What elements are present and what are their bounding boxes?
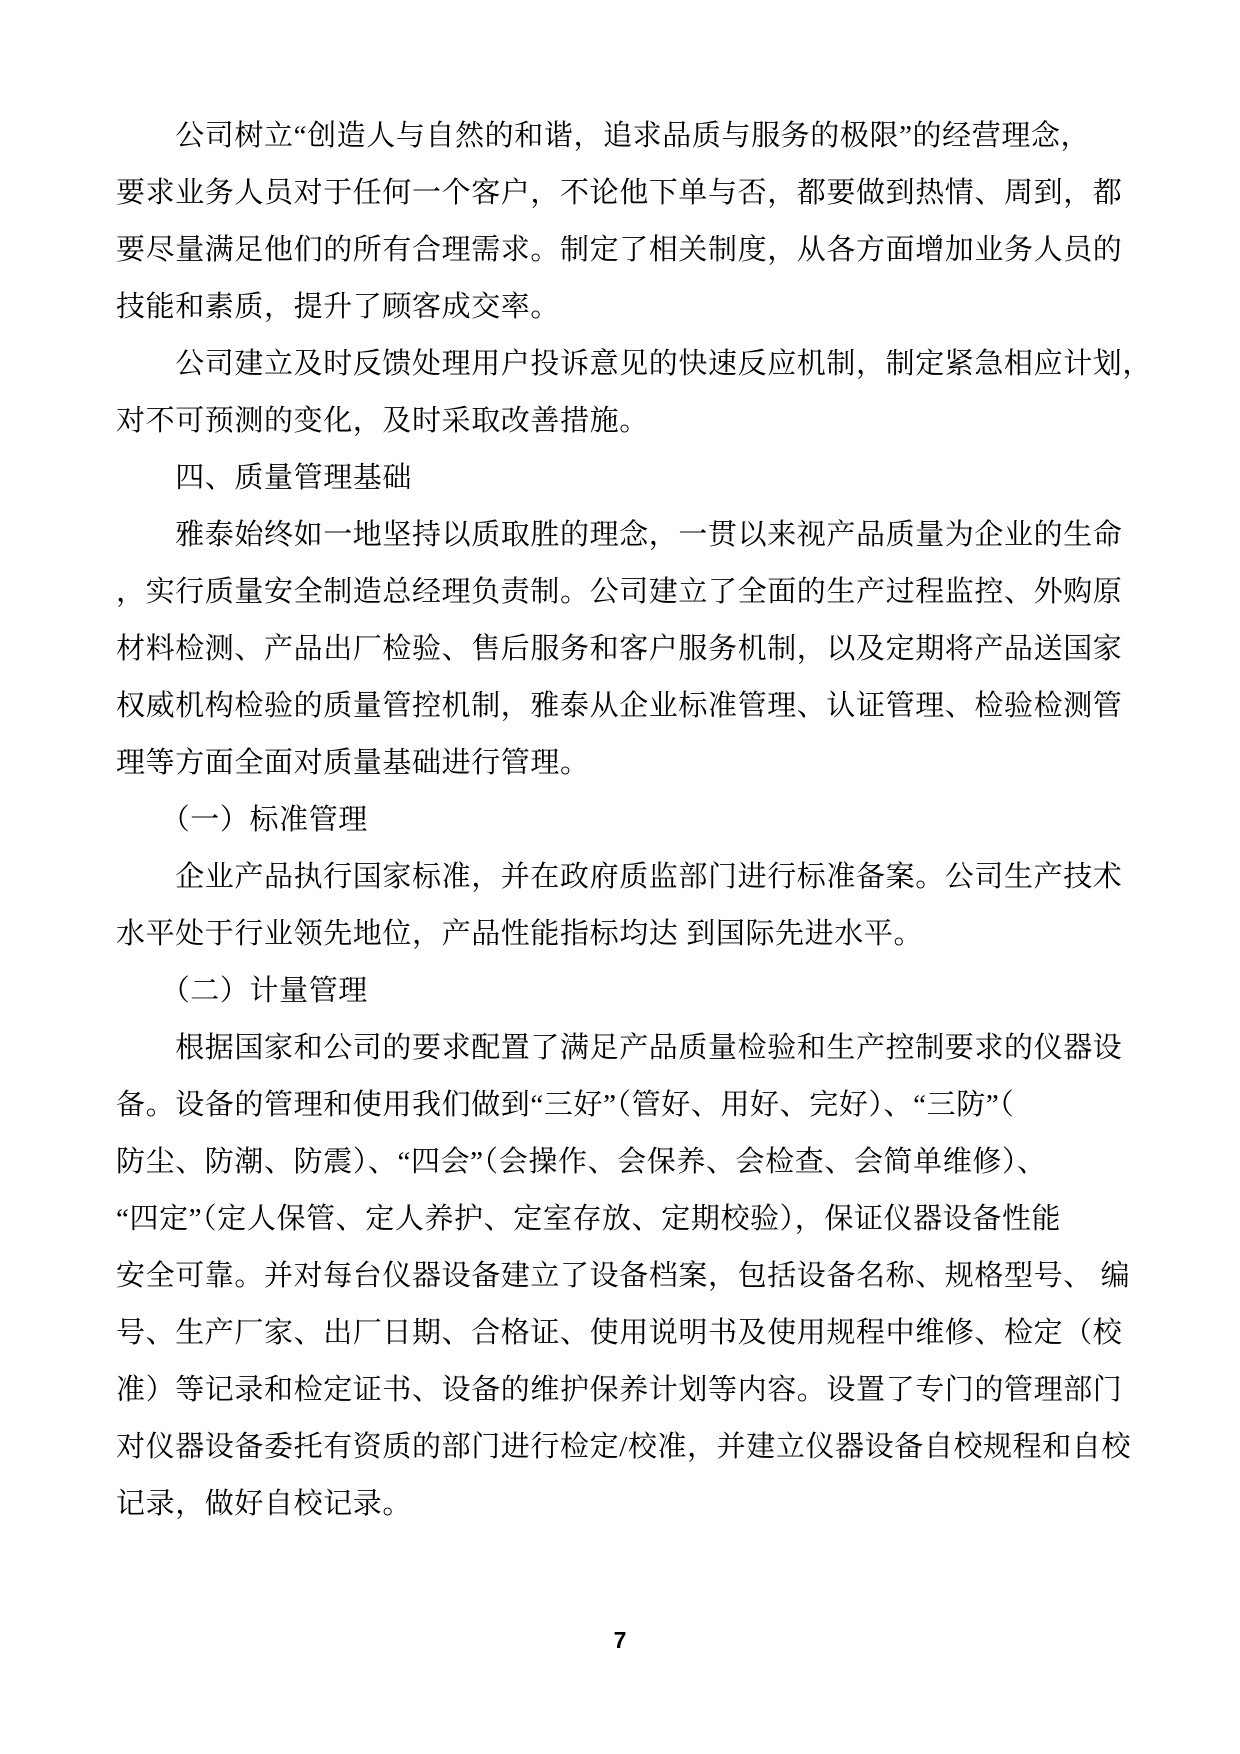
text-line: 雅泰始终如一地坚持以质取胜的理念，一贯以来视产品质量为企业的生命: [116, 519, 1123, 551]
text-line: “四定”（定人保管、定人养护、定室存放、定期校验），保证仪器设备性能: [116, 1203, 1062, 1235]
text-line: 防尘、防潮、防震）、“四会”（会操作、会保养、会检查、会简单维修）、: [116, 1146, 1047, 1178]
text-line: 公司树立“创造人与自然的和谐，追求品质与服务的极限”的经营理念，: [116, 120, 1091, 152]
text-line: 要尽量满足他们的所有合理需求。制定了相关制度，从各方面增加业务人员的: [116, 234, 1123, 266]
paragraph: [116, 1020, 1132, 1533]
text-line: 技能和素质，提升了顾客成交率。: [116, 291, 561, 323]
text-line: 准）等记录和检定证书、设备的维护保养计划等内容。设置了专门的管理部门: [116, 1374, 1123, 1406]
text-line: 根据国家和公司的要求配置了满足产品质量检验和生产控制要求的仪器设: [116, 1032, 1123, 1064]
text-line: 四、质量管理基础: [116, 462, 413, 494]
text-line: 对仪器设备委托有资质的部门进行检定/校准，并建立仪器设备自校规程和自校: [116, 1431, 1132, 1463]
text-line: 理等方面全面对质量基础进行管理。: [116, 747, 590, 779]
text-line: 企业产品执行国家标准，并在政府质监部门进行标准备案。公司生产技术: [116, 861, 1123, 893]
paragraph: [116, 336, 1153, 450]
text-line: ，实行质量安全制造总经理负责制。公司建立了全面的生产过程监控、外购原: [116, 576, 1123, 608]
text-line: 记录，做好自校记录。: [116, 1488, 413, 1520]
text-line: 水平处于行业领先地位，产品性能指标均达 到国际先进水平。: [116, 918, 924, 950]
paragraph: [116, 507, 1126, 792]
text-line: （一）标准管理: [116, 804, 368, 836]
paragraph: [116, 849, 1126, 963]
text-line: 对不可预测的变化，及时采取改善措施。: [116, 405, 649, 437]
text-line: 要求业务人员对于任何一个客户，不论他下单与否，都要做到热情、周到，都: [116, 177, 1123, 209]
text-line: 权威机构检验的质量管控机制，雅泰从企业标准管理、认证管理、检验检测管: [116, 690, 1123, 722]
section-heading: [116, 450, 1126, 507]
paragraph: [116, 108, 1126, 336]
page-number: 7: [613, 1627, 627, 1653]
text-line: 安全可靠。并对每台仪器设备建立了设备档案，包括设备名称、规格型号、 编: [116, 1260, 1131, 1292]
text-line: 备。设备的管理和使用我们做到“三好”（管好、用好、完好）、“三防”（: [116, 1089, 1015, 1121]
section-heading: [116, 963, 1126, 1020]
text-line: 号、生产厂家、出厂日期、合格证、使用说明书及使用规程中维修、检定（校: [116, 1317, 1123, 1349]
text-line: 公司建立及时反馈处理用户投诉意见的快速反应机制，制定紧急相应计划，: [116, 348, 1153, 380]
text-line: （二）计量管理: [116, 975, 368, 1007]
text-line: 材料检测、产品出厂检验、售后服务和客户服务机制，以及定期将产品送国家: [116, 633, 1123, 665]
document-body: [116, 108, 1153, 1533]
section-heading: [116, 792, 1126, 849]
